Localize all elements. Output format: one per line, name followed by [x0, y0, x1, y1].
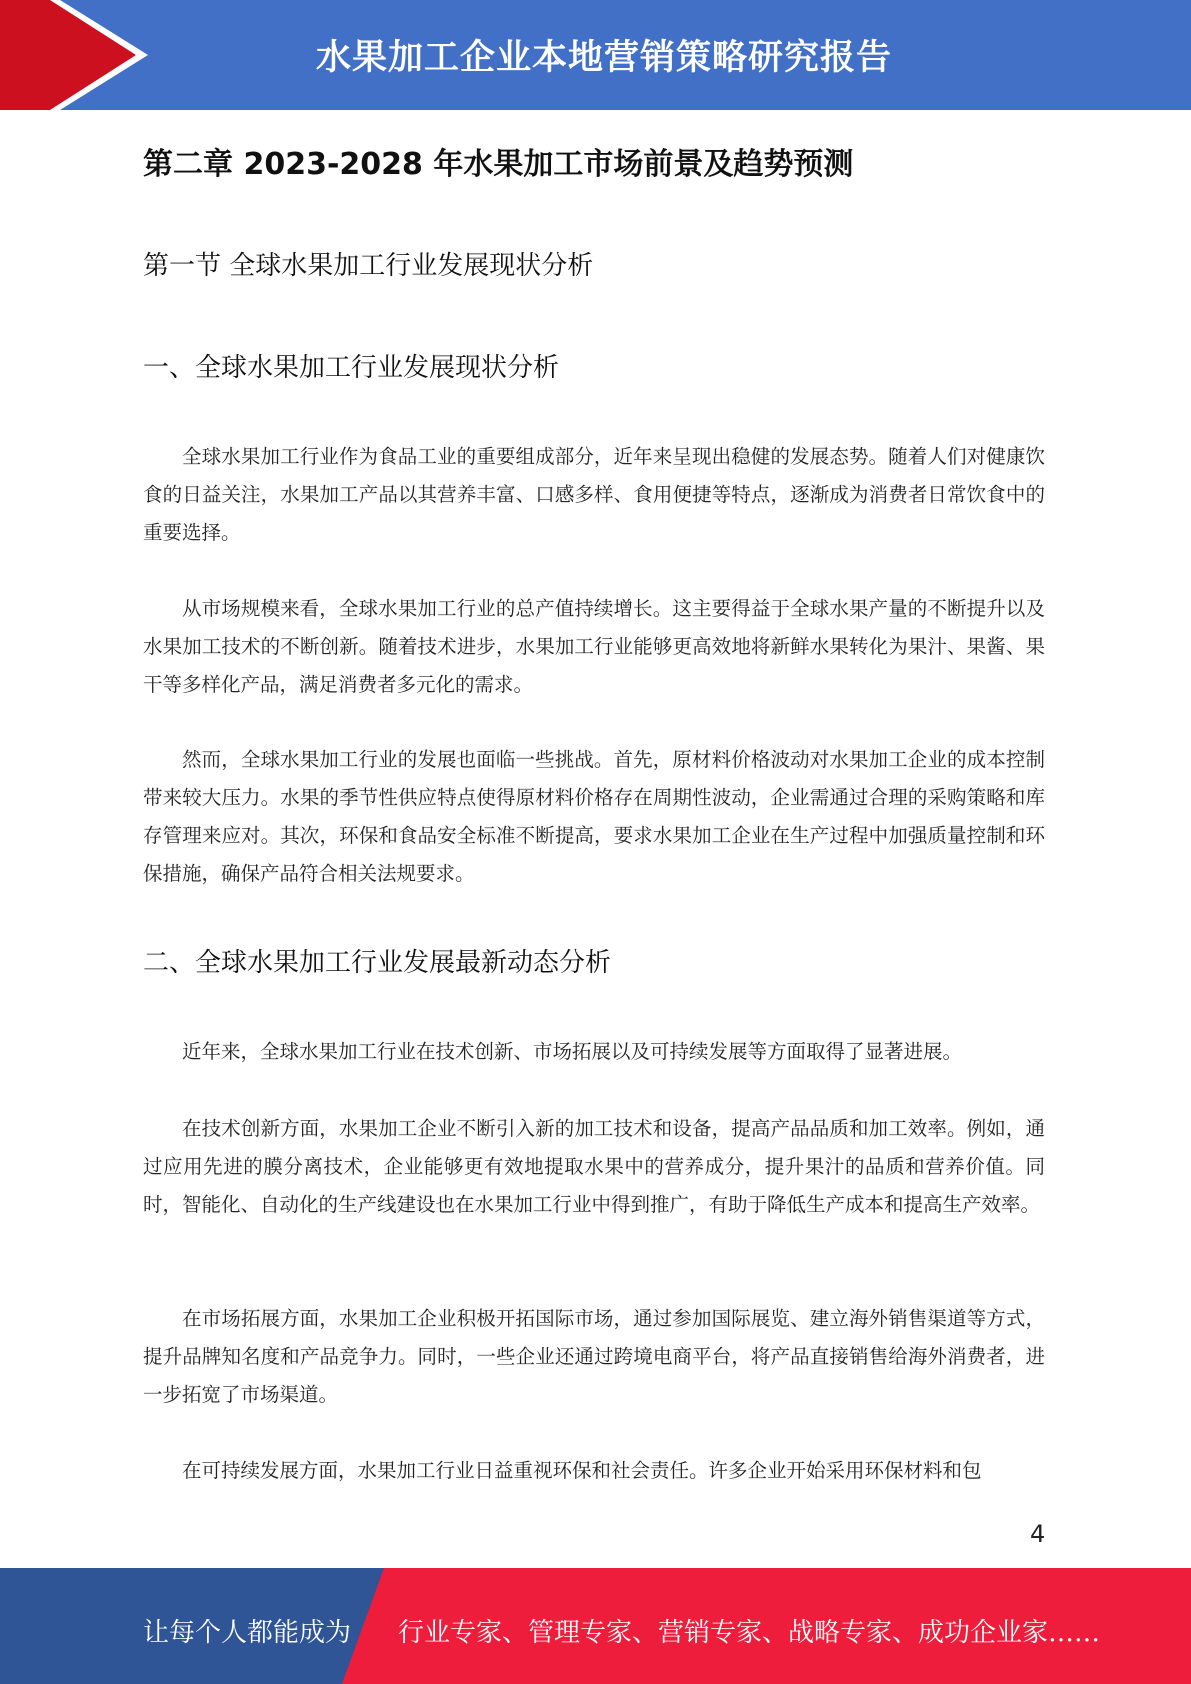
sub-heading: 一、全球水果加工行业发展现状分析 — [143, 353, 560, 383]
paragraph: 全球水果加工行业作为食品工业的重要组成部分，近年来呈现出稳健的发展态势。随着人们对健康饮食的日益关注，水果加工产品以其营养丰富、口感多样、食用便捷等特点，逐渐成为消费者日常饮食中的重要选择。 — [143, 445, 1045, 544]
paragraph: 然而，全球水果加工行业的发展也面临一些挑战。首先，原材料价格波动对水果加工企业的成本控制带来较大压力。水果的季节性供应特点使得原材料价格存在周期性波动，企业需通过合理的采购策略和库存管理来应对。其次，环保和食品安全标准不断提高，要求水果加工企业在生产过程中加强质量控制和环保措施，确保产品符合相关法规要求。 — [143, 748, 1045, 885]
footer-slogan-right: 行业专家、管理专家、营销专家、战略专家、成功企业家…… — [398, 1618, 1101, 1648]
page-footer — [0, 1568, 1191, 1684]
sub-heading: 二、全球水果加工行业发展最新动态分析 — [143, 948, 612, 978]
paragraph: 在市场拓展方面，水果加工企业积极开拓国际市场，通过参加国际展览、建立海外销售渠道等方式，提升品牌知名度和产品竞争力。同时，一些企业还通过跨境电商平台，将产品直接销售给海外消费者，进一步拓宽了市场渠道。 — [143, 1307, 1045, 1406]
page-header — [0, 0, 1191, 110]
paragraph: 近年来，全球水果加工行业在技术创新、市场拓展以及可持续发展等方面取得了显著进展。 — [182, 1040, 963, 1063]
paragraph: 在技术创新方面，水果加工企业不断引入新的加工技术和设备，提高产品品质和加工效率。例如，通过应用先进的膜分离技术，企业能够更有效地提取水果中的营养成分，提升果汁的品质和营养价值。同时，智能化、自动化的生产线建设也在水果加工行业中得到推广，有助于降低生产成本和提高生产效率。 — [143, 1117, 1045, 1216]
paragraph: 在可持续发展方面，水果加工行业日益重视环保和社会责任。许多企业开始采用环保材料和包 — [182, 1459, 982, 1482]
section-title: 第一节 全球水果加工行业发展现状分析 — [143, 251, 594, 281]
footer-slogan-left: 让每个人都能成为 — [143, 1618, 352, 1648]
chapter-title: 第二章 2023-2028 年水果加工市场前景及趋势预测 — [143, 147, 854, 182]
report-title: 水果加工企业本地营销策略研究报告 — [316, 38, 893, 78]
paragraph: 从市场规模来看，全球水果加工行业的总产值持续增长。这主要得益于全球水果产量的不断提升以及水果加工技术的不断创新。随着技术进步，水果加工行业能够更高效地将新鲜水果转化为果汁、果酱、果干等多样化产品，满足消费者多元化的需求。 — [143, 597, 1045, 696]
page-number: 4 — [1030, 1520, 1046, 1548]
